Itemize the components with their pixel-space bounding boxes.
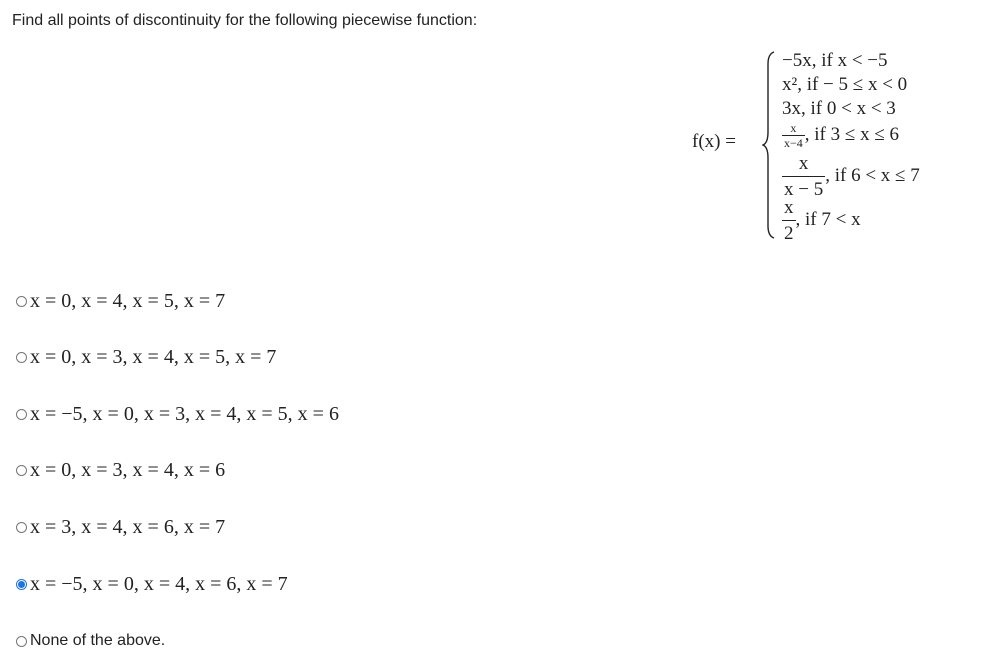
case-condition: if − 5 ≤ x < 0 [806, 74, 908, 95]
answer-option-2[interactable] [16, 346, 276, 369]
case-row [782, 122, 899, 149]
case-row [782, 74, 907, 96]
option-label: x = 3, x = 4, x = 6, x = 7 [30, 516, 226, 538]
radio-button[interactable] [16, 636, 27, 647]
option-label: x = −5, x = 0, x = 3, x = 4, x = 5, x = 6 [30, 403, 339, 425]
function-lhs: f(x) = [692, 131, 736, 152]
answer-option-5[interactable] [16, 516, 225, 539]
radio-button[interactable] [16, 296, 27, 307]
case-fraction [782, 154, 825, 199]
option-label: x = 0, x = 4, x = 5, x = 7 [30, 290, 226, 312]
case-row [782, 198, 861, 243]
fraction-numerator: x [798, 153, 809, 174]
fraction-numerator: x [784, 197, 794, 218]
answer-option-3[interactable] [16, 403, 339, 426]
radio-button[interactable] [16, 352, 27, 363]
fraction-denominator: x − 5 [784, 179, 824, 200]
left-brace [762, 50, 776, 240]
case-separator: , [825, 164, 830, 186]
case-condition: if 7 < x [805, 208, 861, 230]
answer-option-4[interactable] [16, 459, 225, 482]
case-fraction [782, 122, 805, 149]
radio-button[interactable] [16, 409, 27, 420]
answer-option-6[interactable] [16, 573, 288, 596]
fraction-bar [782, 176, 825, 177]
case-row [782, 50, 888, 72]
radio-button[interactable] [16, 522, 27, 533]
case-fraction [782, 198, 796, 243]
answer-option-1[interactable] [16, 290, 225, 313]
fraction-bar [782, 220, 796, 221]
option-label: x = −5, x = 0, x = 4, x = 6, x = 7 [30, 573, 288, 595]
answer-option-none[interactable] [16, 632, 165, 650]
radio-button[interactable] [16, 465, 27, 476]
case-expr: 3x, [782, 98, 806, 119]
case-condition: if x < −5 [821, 50, 888, 71]
case-condition: if 3 ≤ x ≤ 6 [814, 123, 899, 145]
option-label: x = 0, x = 3, x = 4, x = 6 [30, 459, 226, 481]
fraction-denominator: x−4 [784, 136, 803, 150]
case-expr: x², [782, 74, 807, 95]
case-condition: if 0 < x < 3 [810, 98, 896, 119]
case-expr: −5x, [782, 50, 817, 71]
question-text: Find all points of discontinuity for the following piecewise function: [12, 12, 478, 29]
fraction-denominator: 2 [784, 223, 794, 244]
case-row [782, 154, 920, 199]
option-label: None of the above. [30, 632, 166, 649]
fraction-numerator: x [790, 121, 797, 135]
case-separator: , [804, 123, 810, 145]
case-condition: if 6 < x ≤ 7 [834, 164, 920, 186]
radio-button[interactable] [16, 579, 27, 590]
case-separator: , [795, 208, 801, 230]
piecewise-function [692, 42, 982, 242]
case-row [782, 98, 896, 120]
option-label: x = 0, x = 3, x = 4, x = 5, x = 7 [30, 346, 277, 368]
